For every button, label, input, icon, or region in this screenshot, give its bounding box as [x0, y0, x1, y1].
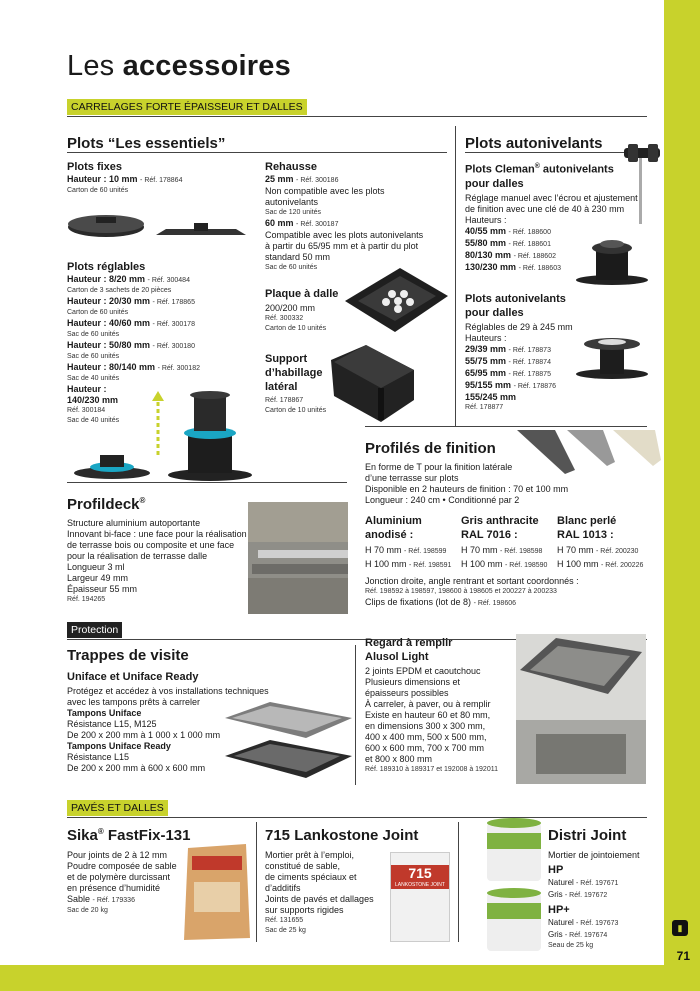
reglable-pack: Carton de 3 sachets de 20 pièces — [67, 287, 172, 294]
reglable-height: Hauteur : 40/60 mm — [67, 318, 151, 328]
profile-ref: - Réf. 200230 — [596, 548, 639, 555]
dalles-height: 29/39 mm — [465, 344, 507, 354]
plots-reglables-image — [70, 385, 260, 485]
plots-fixes-ref: - Réf. 178864 — [140, 177, 183, 184]
registered-mark: ® — [534, 163, 540, 170]
profile-color-title: Aluminium — [365, 515, 422, 527]
trappes-text: Résistance L15 — [67, 752, 130, 762]
rehausse-text: Compatible avec les plots autonivelants — [265, 230, 424, 240]
cleman-height: 40/55 mm — [465, 225, 507, 236]
rehausse — [265, 160, 455, 273]
lanko-bag-image — [390, 852, 450, 942]
dalles-ref: Réf. 178877 — [465, 404, 504, 411]
profile-color-title: RAL 7016 : — [461, 529, 518, 541]
rehausse-height: 60 mm — [265, 218, 294, 228]
profile-height: H 70 mm — [461, 545, 498, 555]
distri-ref: - Réf. 197671 — [576, 880, 619, 887]
distri-color: Naturel — [548, 918, 574, 927]
cleman-ref: - Réf. 188601 — [508, 240, 551, 248]
dalles-ref: - Réf. 178873 — [508, 347, 551, 354]
reglable-pack: Sac de 60 unités — [67, 353, 120, 360]
divider — [67, 817, 647, 818]
plaque-image — [340, 266, 450, 336]
reglable-height: Hauteur : — [67, 384, 107, 394]
reglable-ref: - Réf. 300484 — [147, 277, 190, 284]
profile-color-title: Blanc perlé — [557, 515, 617, 527]
rehausse-title: Rehausse — [265, 161, 317, 173]
distri-hp-plus: HP+ — [548, 904, 570, 916]
plaque-title: Plaque à dalle — [265, 288, 339, 300]
dalles-plot-image — [572, 328, 652, 382]
regard-text: 2 joints EPDM et caoutchouc — [365, 666, 481, 676]
jonction-refs: Réf. 198592 à 198597, 198600 à 198605 et 200227 à 200233 — [365, 588, 557, 595]
support-pack: Carton de 10 unités — [265, 407, 327, 414]
profildeck-text: Structure aluminium autoportante — [67, 518, 201, 528]
sika-text: Poudre composée de sable — [67, 861, 177, 871]
profile-color-title: anodisé : — [365, 529, 414, 541]
rehausse-text: autonivelants — [265, 197, 319, 207]
rehausse-pack: Sac de 120 unités — [265, 209, 322, 216]
divider — [455, 126, 456, 426]
support-ref: Réf. 178867 — [265, 397, 304, 404]
page-title: Les accessoires — [67, 50, 291, 82]
cleman-title: Plots Cleman — [465, 163, 535, 176]
cleman-title: pour dalles — [465, 177, 524, 190]
profiles-title: Profilés de finition — [365, 440, 496, 457]
trappes-image — [220, 700, 355, 790]
sika-pack: Sac de 20 kg — [67, 907, 108, 914]
distri-color: Gris — [548, 930, 563, 939]
rehausse-ref: - Réf. 300186 — [296, 177, 339, 184]
divider — [256, 822, 257, 942]
rehausse-ref: - Réf. 300187 — [296, 221, 339, 228]
plots-essentiels-title: Plots “Les essentiels” — [67, 135, 226, 152]
profile-aluminium — [365, 514, 460, 571]
profildeck-text: Épaisseur 55 mm — [67, 584, 138, 594]
plots-reglables-title: Plots réglables — [67, 261, 146, 273]
trappes-text: De 200 x 200 mm à 600 x 600 mm — [67, 763, 206, 773]
lanko-text: Mortier prêt à l’emploi, — [265, 850, 355, 860]
dalles-text: Hauteurs : — [465, 333, 507, 343]
reglable-ref: - Réf. 300180 — [152, 343, 195, 350]
trappes-text: Résistance L15, M125 — [67, 719, 157, 729]
profile-height: H 100 mm — [365, 559, 407, 569]
divider — [355, 645, 356, 785]
cleman-ref: - Réf. 188600 — [508, 228, 551, 236]
distri-desc — [548, 850, 658, 951]
plots-fixes-title: Plots fixes — [67, 161, 123, 173]
distri-buckets-image — [483, 815, 545, 955]
profile-gris — [461, 514, 556, 571]
profile-ref: - Réf. 198591 — [409, 562, 452, 569]
profildeck-title: Profildeck® — [67, 496, 146, 513]
cleman-title: autonivelants — [539, 163, 614, 176]
profildeck-ref: Réf. 194265 — [67, 596, 106, 603]
rehausse-text: à partir du 65/95 mm et à partir du plot — [265, 241, 419, 251]
reglable-height: Hauteur : 50/80 mm — [67, 340, 151, 350]
profiles-desc — [365, 462, 655, 506]
profile-height: H 100 mm — [557, 559, 599, 569]
regard-title: Regard à remplir — [365, 637, 453, 649]
lanko-ref: Réf. 131655 — [265, 917, 304, 924]
profile-blanc — [557, 514, 657, 571]
profiles-jonction — [365, 576, 655, 609]
clips-text: Clips de fixations (lot de 8) — [365, 597, 472, 607]
dalles-ref: - Réf. 178875 — [508, 371, 551, 378]
trappes-subhead: Tampons Uniface — [67, 708, 142, 718]
lanko-title: 715 Lankostone Joint — [265, 827, 419, 844]
profile-ref: - Réf. 198590 — [505, 562, 548, 569]
lanko-pack: Sac de 25 kg — [265, 927, 306, 934]
dalles-title: pour dalles — [465, 307, 524, 319]
lanko-text: sur supports rigides — [265, 905, 344, 915]
reglable-ref: - Réf. 178865 — [152, 299, 195, 306]
dalles-title: Plots autonivelants — [465, 293, 566, 305]
section-tag-carrelages: CARRELAGES FORTE ÉPAISSEUR ET DALLES — [67, 99, 307, 115]
rehausse-pack: Sac de 60 unités — [265, 264, 318, 271]
profile-ref: - Réf. 200226 — [601, 562, 644, 569]
cleman-text: Hauteurs : — [465, 214, 507, 225]
reglable-pack: Sac de 60 unités — [67, 331, 120, 338]
profile-color-title: Gris anthracite — [461, 515, 539, 527]
regard-ref: Réf. 189310 à 189317 et 192008 à 192011 — [365, 766, 498, 773]
sika-title: Sika® FastFix-131 — [67, 827, 191, 844]
regard-image — [516, 634, 646, 784]
divider — [67, 116, 647, 117]
plots-fixes-image — [66, 207, 248, 247]
reglable-pack: Sac de 40 unités — [67, 375, 120, 382]
regard-text: en dimensions 300 x 300 mm, — [365, 721, 486, 731]
plots-fixes-height: Hauteur : 10 mm — [67, 174, 138, 184]
profildeck-text: Longueur 3 ml — [67, 562, 125, 572]
regard-text: Existe en hauteur 60 et 80 mm, — [365, 710, 491, 720]
profiles-text: En forme de T pour la finition latérale — [365, 462, 513, 472]
reglable-height: Hauteur : 20/30 mm — [67, 296, 151, 306]
sika-text: Pour joints de 2 à 12 mm — [67, 850, 168, 860]
plots-autonivelants-dalles — [465, 292, 585, 413]
trappes-subtitle: Uniface et Uniface Ready — [67, 671, 199, 683]
lanko-pack-number: 715 — [391, 865, 449, 881]
trappes-subhead: Tampons Uniface Ready — [67, 741, 171, 751]
cleman-ref: - Réf. 188602 — [513, 252, 556, 260]
sika-ref: - Réf. 179336 — [92, 897, 135, 904]
profiles-text: Disponible en 2 hauteurs de finition : 70 et 100 mm — [365, 484, 569, 494]
dalles-text: Réglables de 29 à 245 mm — [465, 322, 573, 332]
divider — [67, 482, 347, 483]
plots-fixes — [67, 160, 257, 196]
reglable-ref: - Réf. 300178 — [152, 321, 195, 328]
sika-text: et de polymère durcissant — [67, 872, 171, 882]
dalles-height: 55/75 mm — [465, 356, 507, 366]
regard-text: À carreler, à paver, ou à remplir — [365, 699, 491, 709]
reglable-height: Hauteur : 8/20 mm — [67, 274, 146, 284]
reglable-ref: - Réf. 300182 — [157, 365, 200, 372]
cleman-image — [572, 230, 652, 286]
reglable-pack: Carton de 60 unités — [67, 309, 129, 316]
dalles-ref: - Réf. 178874 — [508, 359, 551, 366]
cleman-height: 55/80 mm — [465, 237, 507, 248]
sika-desc — [67, 850, 187, 916]
profiles-text: Longueur : 240 cm • Conditionné par 2 — [365, 495, 520, 505]
regard-title: Alusol Light — [365, 651, 429, 663]
lanko-text: d’additifs — [265, 883, 301, 893]
trappes-title: Trappes de visite — [67, 647, 189, 664]
lanko-text: constitué de sable, — [265, 861, 341, 871]
dalles-height: 65/95 mm — [465, 368, 507, 378]
rehausse-text: Non compatible avec les plots — [265, 186, 385, 196]
profildeck-text: pour la réalisation de terrasse dalle — [67, 551, 208, 561]
profile-height: H 70 mm — [557, 545, 594, 555]
profildeck-text: de terrasse bois ou composite et une face — [67, 540, 235, 550]
regard-text: épaisseurs possibles — [365, 688, 449, 698]
profile-height: H 100 mm — [461, 559, 503, 569]
profildeck-text: Innovant bi-face : une face pour la réalisation — [67, 529, 247, 539]
support-title: Support — [265, 353, 308, 365]
clips-ref: - Réf. 198606 — [473, 600, 516, 607]
cleman-height: 80/130 mm — [465, 249, 512, 260]
sika-text: Sable — [67, 894, 91, 904]
distri-text: Mortier de jointoiement — [548, 850, 640, 860]
autonivelants-title: Plots autonivelants — [465, 135, 603, 152]
reglable-height: Hauteur : 80/140 mm — [67, 362, 156, 372]
distri-title: Distri Joint — [548, 827, 627, 844]
rehausse-height: 25 mm — [265, 174, 294, 184]
profile-ref: - Réf. 198598 — [500, 548, 543, 555]
reglable-ref: Réf. 300184 — [67, 407, 106, 414]
dalles-height: 155/245 mm — [465, 392, 517, 402]
lanko-desc — [265, 850, 385, 936]
distri-ref: - Réf. 197674 — [564, 932, 608, 939]
distri-color: Naturel — [548, 878, 574, 887]
profiles-text: d’une terrasse sur plots — [365, 473, 459, 483]
lanko-text: Joints de pavés et dallages — [265, 894, 374, 904]
divider — [67, 152, 447, 153]
cleman-text: de finition avec une clé de 40 à 230 mm — [465, 203, 625, 214]
plaque-pack: Carton de 10 unités — [265, 325, 327, 332]
cleman-height: 130/230 mm — [465, 261, 517, 272]
trappes-text: avec les tampons prêts à carreler — [67, 697, 201, 707]
reglable-height: 140/230 mm — [67, 395, 119, 405]
lanko-text: de ciments spéciaux et — [265, 872, 357, 882]
trappes-text: Protégez et accédez à vos installations techniques — [67, 686, 269, 696]
distri-hp: HP — [548, 864, 564, 876]
cleman-ref: - Réf. 188603 — [518, 264, 561, 272]
regard — [365, 636, 505, 775]
regard-text: et 800 x 800 mm — [365, 754, 433, 764]
profile-ref: - Réf. 198599 — [404, 548, 447, 555]
distri-ref: - Réf. 197672 — [564, 892, 608, 899]
jonction-text: Jonction droite, angle rentrant et sortant coordonnés : — [365, 576, 579, 586]
regard-text: 400 x 400 mm, 500 x 500 mm, — [365, 732, 487, 742]
support-title: latéral — [265, 381, 298, 393]
profile-color-title: RAL 1013 : — [557, 529, 614, 541]
profildeck-image — [248, 502, 348, 614]
dalles-height: 95/155 mm — [465, 380, 512, 390]
divider — [465, 152, 647, 153]
cleman-text: Réglage manuel avec l’écrou et ajustement — [465, 192, 638, 203]
support-title: d’habillage — [265, 367, 323, 379]
page-number: 71 — [676, 949, 690, 963]
plaque-size: 200/200 mm — [265, 303, 316, 313]
rehausse-text: standard 50 mm — [265, 252, 331, 262]
divider — [458, 822, 459, 942]
distri-pack: Seau de 25 kg — [548, 942, 594, 949]
regard-text: 600 x 600 mm, 700 x 700 mm — [365, 743, 485, 753]
plaque-ref: Réf. 300332 — [265, 315, 304, 322]
distri-color: Gris — [548, 890, 563, 899]
regard-text: Plusieurs dimensions et — [365, 677, 461, 687]
section-tag-protection: Protection — [67, 622, 122, 638]
reglable-pack: Sac de 40 unités — [67, 417, 120, 424]
plots-fixes-pack: Carton de 60 unités — [67, 187, 129, 194]
book-icon: ▮ — [672, 920, 688, 936]
sika-bag-image — [182, 842, 252, 942]
support-image — [326, 340, 418, 426]
distri-ref: - Réf. 197673 — [576, 920, 619, 927]
sika-text: en présence d’humidité — [67, 883, 161, 893]
profile-height: H 70 mm — [365, 545, 402, 555]
trappes-text: De 200 x 200 mm à 1 000 x 1 000 mm — [67, 730, 221, 740]
lanko-pack-name: LANKOSTONE JOINT — [391, 881, 449, 889]
section-tag-paves: PAVÉS ET DALLES — [67, 800, 168, 816]
dalles-ref: - Réf. 178876 — [513, 383, 556, 390]
profildeck-text: Largeur 49 mm — [67, 573, 129, 583]
